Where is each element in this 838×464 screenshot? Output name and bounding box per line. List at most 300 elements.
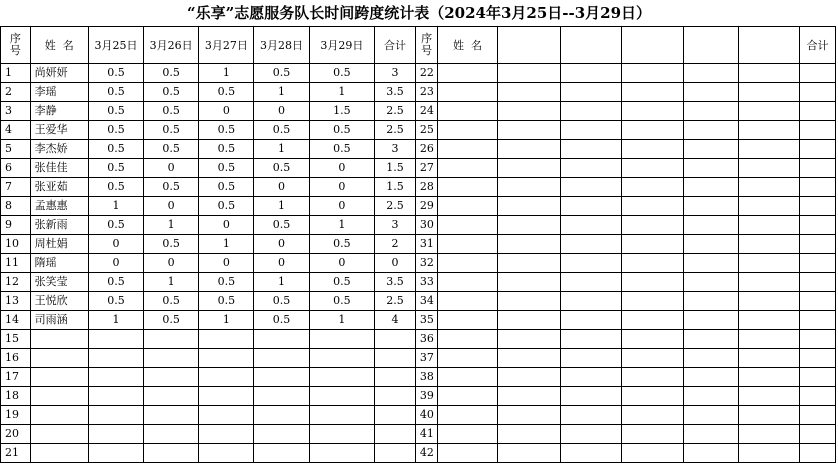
row-day-1[interactable] xyxy=(88,349,143,368)
empty-cell[interactable] xyxy=(561,387,622,406)
empty-cell[interactable] xyxy=(497,159,560,178)
row-number-2[interactable]: 29 xyxy=(415,197,437,216)
empty-cell[interactable] xyxy=(497,444,560,463)
row-day-2[interactable] xyxy=(144,368,199,387)
row-day-3[interactable]: 0.5 xyxy=(199,292,254,311)
empty-cell[interactable] xyxy=(800,140,836,159)
row-number-2[interactable]: 36 xyxy=(415,330,437,349)
empty-cell[interactable] xyxy=(497,178,560,197)
row-day-3[interactable]: 0.5 xyxy=(199,197,254,216)
row-total[interactable] xyxy=(375,406,416,425)
row-day-4[interactable] xyxy=(254,406,309,425)
empty-cell[interactable] xyxy=(497,349,560,368)
row-day-3[interactable]: 0.5 xyxy=(199,273,254,292)
row-day-5[interactable]: 0.5 xyxy=(309,235,374,254)
empty-cell[interactable] xyxy=(683,197,738,216)
row-name[interactable] xyxy=(30,387,88,406)
row-total[interactable]: 3.5 xyxy=(375,83,416,102)
empty-cell[interactable] xyxy=(683,349,738,368)
empty-cell[interactable] xyxy=(622,330,683,349)
row-number[interactable]: 13 xyxy=(1,292,31,311)
empty-cell[interactable] xyxy=(497,235,560,254)
row-day-5[interactable]: 0.5 xyxy=(309,121,374,140)
empty-cell[interactable] xyxy=(683,178,738,197)
row-total[interactable]: 2.5 xyxy=(375,121,416,140)
row-day-3[interactable] xyxy=(199,330,254,349)
row-day-1[interactable]: 0.5 xyxy=(88,64,143,83)
empty-cell[interactable] xyxy=(738,216,799,235)
row-number[interactable]: 3 xyxy=(1,102,31,121)
empty-cell[interactable] xyxy=(738,425,799,444)
empty-cell[interactable] xyxy=(622,178,683,197)
empty-cell[interactable] xyxy=(497,64,560,83)
row-day-2[interactable] xyxy=(144,387,199,406)
row-name[interactable]: 张新雨 xyxy=(30,216,88,235)
row-day-5[interactable]: 0 xyxy=(309,178,374,197)
empty-cell[interactable] xyxy=(683,235,738,254)
empty-cell[interactable] xyxy=(622,349,683,368)
row-day-3[interactable]: 0.5 xyxy=(199,159,254,178)
row-day-3[interactable]: 0.5 xyxy=(199,178,254,197)
empty-cell[interactable] xyxy=(438,140,497,159)
empty-cell[interactable] xyxy=(622,368,683,387)
row-total[interactable]: 2.5 xyxy=(375,102,416,121)
empty-cell[interactable] xyxy=(438,368,497,387)
row-number[interactable]: 4 xyxy=(1,121,31,140)
row-total[interactable]: 1.5 xyxy=(375,178,416,197)
row-day-5[interactable]: 0.5 xyxy=(309,64,374,83)
row-day-4[interactable] xyxy=(254,425,309,444)
row-day-3[interactable] xyxy=(199,406,254,425)
row-total[interactable] xyxy=(375,387,416,406)
empty-cell[interactable] xyxy=(438,235,497,254)
row-number-2[interactable]: 39 xyxy=(415,387,437,406)
row-number[interactable]: 19 xyxy=(1,406,31,425)
row-number-2[interactable]: 42 xyxy=(415,444,437,463)
row-number-2[interactable]: 27 xyxy=(415,159,437,178)
row-total[interactable]: 3.5 xyxy=(375,273,416,292)
row-number-2[interactable]: 30 xyxy=(415,216,437,235)
empty-cell[interactable] xyxy=(438,159,497,178)
empty-cell[interactable] xyxy=(622,311,683,330)
empty-cell[interactable] xyxy=(438,64,497,83)
empty-cell[interactable] xyxy=(800,444,836,463)
row-day-5[interactable] xyxy=(309,330,374,349)
empty-cell[interactable] xyxy=(738,83,799,102)
empty-cell[interactable] xyxy=(738,273,799,292)
empty-cell[interactable] xyxy=(497,273,560,292)
row-name[interactable]: 张佳佳 xyxy=(30,159,88,178)
empty-cell[interactable] xyxy=(800,311,836,330)
empty-cell[interactable] xyxy=(497,254,560,273)
row-number-2[interactable]: 32 xyxy=(415,254,437,273)
row-day-2[interactable]: 1 xyxy=(144,273,199,292)
row-name[interactable]: 张笑莹 xyxy=(30,273,88,292)
empty-cell[interactable] xyxy=(438,197,497,216)
empty-cell[interactable] xyxy=(497,197,560,216)
empty-cell[interactable] xyxy=(561,330,622,349)
row-number-2[interactable]: 23 xyxy=(415,83,437,102)
row-number-2[interactable]: 31 xyxy=(415,235,437,254)
empty-cell[interactable] xyxy=(497,425,560,444)
row-number-2[interactable]: 40 xyxy=(415,406,437,425)
empty-cell[interactable] xyxy=(497,121,560,140)
empty-cell[interactable] xyxy=(800,425,836,444)
row-name[interactable]: 孟惠惠 xyxy=(30,197,88,216)
empty-cell[interactable] xyxy=(800,121,836,140)
empty-cell[interactable] xyxy=(800,330,836,349)
row-day-5[interactable]: 0 xyxy=(309,197,374,216)
empty-cell[interactable] xyxy=(497,140,560,159)
empty-cell[interactable] xyxy=(561,197,622,216)
empty-cell[interactable] xyxy=(800,292,836,311)
empty-cell[interactable] xyxy=(561,159,622,178)
row-day-2[interactable] xyxy=(144,349,199,368)
row-day-5[interactable]: 0 xyxy=(309,254,374,273)
empty-cell[interactable] xyxy=(438,311,497,330)
empty-cell[interactable] xyxy=(683,121,738,140)
row-day-4[interactable] xyxy=(254,368,309,387)
row-day-1[interactable]: 0.5 xyxy=(88,121,143,140)
row-day-4[interactable]: 1 xyxy=(254,273,309,292)
row-number-2[interactable]: 26 xyxy=(415,140,437,159)
row-day-1[interactable]: 0 xyxy=(88,235,143,254)
row-day-5[interactable] xyxy=(309,387,374,406)
row-day-2[interactable]: 0.5 xyxy=(144,83,199,102)
row-day-3[interactable] xyxy=(199,444,254,463)
row-day-2[interactable]: 0.5 xyxy=(144,64,199,83)
row-name[interactable]: 司雨涵 xyxy=(30,311,88,330)
row-day-4[interactable]: 0.5 xyxy=(254,311,309,330)
row-day-2[interactable]: 0.5 xyxy=(144,292,199,311)
empty-cell[interactable] xyxy=(738,159,799,178)
empty-cell[interactable] xyxy=(438,292,497,311)
row-number[interactable]: 2 xyxy=(1,83,31,102)
empty-cell[interactable] xyxy=(438,254,497,273)
row-day-1[interactable]: 0 xyxy=(88,254,143,273)
row-name[interactable]: 张亚茹 xyxy=(30,178,88,197)
row-total[interactable]: 3 xyxy=(375,64,416,83)
empty-cell[interactable] xyxy=(800,159,836,178)
empty-cell[interactable] xyxy=(622,83,683,102)
row-name[interactable]: 李瑶 xyxy=(30,83,88,102)
row-day-1[interactable]: 0.5 xyxy=(88,83,143,102)
row-day-5[interactable] xyxy=(309,406,374,425)
row-day-1[interactable]: 0.5 xyxy=(88,140,143,159)
row-day-3[interactable]: 1 xyxy=(199,235,254,254)
empty-cell[interactable] xyxy=(800,387,836,406)
empty-cell[interactable] xyxy=(683,368,738,387)
empty-cell[interactable] xyxy=(561,216,622,235)
row-day-3[interactable]: 0.5 xyxy=(199,140,254,159)
empty-cell[interactable] xyxy=(738,444,799,463)
row-total[interactable]: 4 xyxy=(375,311,416,330)
row-day-5[interactable]: 1.5 xyxy=(309,102,374,121)
row-day-5[interactable]: 1 xyxy=(309,83,374,102)
empty-cell[interactable] xyxy=(738,102,799,121)
row-day-5[interactable] xyxy=(309,425,374,444)
row-number[interactable]: 7 xyxy=(1,178,31,197)
row-day-4[interactable] xyxy=(254,387,309,406)
row-day-4[interactable] xyxy=(254,330,309,349)
empty-cell[interactable] xyxy=(683,425,738,444)
empty-cell[interactable] xyxy=(622,273,683,292)
row-day-3[interactable]: 1 xyxy=(199,311,254,330)
empty-cell[interactable] xyxy=(561,64,622,83)
row-day-2[interactable] xyxy=(144,425,199,444)
empty-cell[interactable] xyxy=(438,102,497,121)
row-day-2[interactable]: 0.5 xyxy=(144,140,199,159)
row-day-3[interactable]: 0.5 xyxy=(199,83,254,102)
row-number[interactable]: 10 xyxy=(1,235,31,254)
empty-cell[interactable] xyxy=(800,368,836,387)
row-day-5[interactable]: 0.5 xyxy=(309,292,374,311)
row-day-1[interactable]: 0.5 xyxy=(88,178,143,197)
empty-cell[interactable] xyxy=(438,387,497,406)
row-day-3[interactable] xyxy=(199,349,254,368)
row-number-2[interactable]: 24 xyxy=(415,102,437,121)
row-day-3[interactable] xyxy=(199,368,254,387)
empty-cell[interactable] xyxy=(738,197,799,216)
empty-cell[interactable] xyxy=(683,254,738,273)
row-day-2[interactable]: 0.5 xyxy=(144,102,199,121)
row-day-1[interactable]: 0.5 xyxy=(88,273,143,292)
empty-cell[interactable] xyxy=(561,140,622,159)
empty-cell[interactable] xyxy=(800,349,836,368)
empty-cell[interactable] xyxy=(738,311,799,330)
row-number-2[interactable]: 38 xyxy=(415,368,437,387)
row-day-2[interactable]: 0.5 xyxy=(144,311,199,330)
row-name[interactable] xyxy=(30,330,88,349)
row-number-2[interactable]: 28 xyxy=(415,178,437,197)
row-total[interactable] xyxy=(375,425,416,444)
row-day-5[interactable]: 1 xyxy=(309,216,374,235)
row-day-3[interactable]: 0.5 xyxy=(199,121,254,140)
row-number[interactable]: 14 xyxy=(1,311,31,330)
row-day-1[interactable] xyxy=(88,425,143,444)
row-total[interactable]: 3 xyxy=(375,216,416,235)
row-number[interactable]: 11 xyxy=(1,254,31,273)
empty-cell[interactable] xyxy=(800,102,836,121)
row-total[interactable]: 1.5 xyxy=(375,159,416,178)
row-name[interactable]: 周杜娟 xyxy=(30,235,88,254)
row-day-4[interactable] xyxy=(254,444,309,463)
row-day-3[interactable]: 0 xyxy=(199,216,254,235)
empty-cell[interactable] xyxy=(438,216,497,235)
row-day-5[interactable]: 1 xyxy=(309,311,374,330)
empty-cell[interactable] xyxy=(738,387,799,406)
row-number-2[interactable]: 33 xyxy=(415,273,437,292)
row-total[interactable] xyxy=(375,349,416,368)
row-day-5[interactable]: 0.5 xyxy=(309,273,374,292)
empty-cell[interactable] xyxy=(683,216,738,235)
row-day-2[interactable]: 0.5 xyxy=(144,235,199,254)
empty-cell[interactable] xyxy=(683,83,738,102)
row-day-4[interactable]: 0.5 xyxy=(254,64,309,83)
empty-cell[interactable] xyxy=(800,254,836,273)
row-day-3[interactable]: 1 xyxy=(199,64,254,83)
row-day-1[interactable] xyxy=(88,387,143,406)
row-day-1[interactable]: 1 xyxy=(88,311,143,330)
row-day-1[interactable]: 1 xyxy=(88,197,143,216)
empty-cell[interactable] xyxy=(683,64,738,83)
empty-cell[interactable] xyxy=(800,178,836,197)
empty-cell[interactable] xyxy=(497,387,560,406)
empty-cell[interactable] xyxy=(738,235,799,254)
empty-cell[interactable] xyxy=(683,406,738,425)
empty-cell[interactable] xyxy=(683,330,738,349)
row-day-5[interactable]: 0 xyxy=(309,159,374,178)
row-name[interactable]: 李静 xyxy=(30,102,88,121)
row-name[interactable]: 李杰娇 xyxy=(30,140,88,159)
row-total[interactable]: 0 xyxy=(375,254,416,273)
empty-cell[interactable] xyxy=(497,83,560,102)
empty-cell[interactable] xyxy=(622,64,683,83)
empty-cell[interactable] xyxy=(497,292,560,311)
row-total[interactable]: 3 xyxy=(375,140,416,159)
empty-cell[interactable] xyxy=(497,368,560,387)
row-day-2[interactable]: 0 xyxy=(144,197,199,216)
empty-cell[interactable] xyxy=(622,140,683,159)
row-day-5[interactable] xyxy=(309,368,374,387)
row-day-4[interactable]: 1 xyxy=(254,83,309,102)
row-day-1[interactable]: 0.5 xyxy=(88,292,143,311)
row-number[interactable]: 17 xyxy=(1,368,31,387)
row-number-2[interactable]: 22 xyxy=(415,64,437,83)
row-day-3[interactable]: 0 xyxy=(199,254,254,273)
empty-cell[interactable] xyxy=(497,102,560,121)
empty-cell[interactable] xyxy=(683,273,738,292)
empty-cell[interactable] xyxy=(738,140,799,159)
row-name[interactable] xyxy=(30,406,88,425)
empty-cell[interactable] xyxy=(800,216,836,235)
empty-cell[interactable] xyxy=(738,178,799,197)
empty-cell[interactable] xyxy=(683,159,738,178)
empty-cell[interactable] xyxy=(800,64,836,83)
empty-cell[interactable] xyxy=(683,311,738,330)
row-day-4[interactable]: 0 xyxy=(254,178,309,197)
row-day-5[interactable] xyxy=(309,444,374,463)
row-day-4[interactable]: 0.5 xyxy=(254,159,309,178)
empty-cell[interactable] xyxy=(738,368,799,387)
row-number-2[interactable]: 34 xyxy=(415,292,437,311)
empty-cell[interactable] xyxy=(738,64,799,83)
empty-cell[interactable] xyxy=(561,292,622,311)
row-number[interactable]: 5 xyxy=(1,140,31,159)
empty-cell[interactable] xyxy=(561,349,622,368)
row-day-1[interactable]: 0.5 xyxy=(88,159,143,178)
empty-cell[interactable] xyxy=(438,425,497,444)
empty-cell[interactable] xyxy=(561,83,622,102)
row-name[interactable]: 隋瑶 xyxy=(30,254,88,273)
row-day-5[interactable] xyxy=(309,349,374,368)
empty-cell[interactable] xyxy=(561,444,622,463)
empty-cell[interactable] xyxy=(622,406,683,425)
row-name[interactable] xyxy=(30,349,88,368)
row-day-1[interactable] xyxy=(88,330,143,349)
empty-cell[interactable] xyxy=(622,387,683,406)
row-number[interactable]: 20 xyxy=(1,425,31,444)
row-day-5[interactable]: 0.5 xyxy=(309,140,374,159)
empty-cell[interactable] xyxy=(800,406,836,425)
row-day-3[interactable]: 0 xyxy=(199,102,254,121)
empty-cell[interactable] xyxy=(438,178,497,197)
empty-cell[interactable] xyxy=(622,254,683,273)
empty-cell[interactable] xyxy=(561,368,622,387)
empty-cell[interactable] xyxy=(497,330,560,349)
empty-cell[interactable] xyxy=(683,387,738,406)
empty-cell[interactable] xyxy=(561,311,622,330)
empty-cell[interactable] xyxy=(622,197,683,216)
row-total[interactable]: 2.5 xyxy=(375,197,416,216)
row-number-2[interactable]: 25 xyxy=(415,121,437,140)
row-name[interactable] xyxy=(30,444,88,463)
empty-cell[interactable] xyxy=(738,330,799,349)
empty-cell[interactable] xyxy=(497,216,560,235)
row-day-1[interactable] xyxy=(88,406,143,425)
empty-cell[interactable] xyxy=(622,216,683,235)
row-day-2[interactable] xyxy=(144,444,199,463)
row-total[interactable] xyxy=(375,368,416,387)
row-day-3[interactable] xyxy=(199,425,254,444)
row-day-4[interactable]: 0.5 xyxy=(254,216,309,235)
row-day-1[interactable]: 0.5 xyxy=(88,216,143,235)
empty-cell[interactable] xyxy=(561,406,622,425)
empty-cell[interactable] xyxy=(438,330,497,349)
row-number-2[interactable]: 37 xyxy=(415,349,437,368)
empty-cell[interactable] xyxy=(561,102,622,121)
empty-cell[interactable] xyxy=(497,311,560,330)
row-day-2[interactable]: 0 xyxy=(144,254,199,273)
row-number[interactable]: 21 xyxy=(1,444,31,463)
empty-cell[interactable] xyxy=(683,140,738,159)
empty-cell[interactable] xyxy=(800,197,836,216)
row-name[interactable]: 王悦欣 xyxy=(30,292,88,311)
row-number[interactable]: 15 xyxy=(1,330,31,349)
row-number[interactable]: 8 xyxy=(1,197,31,216)
row-number[interactable]: 18 xyxy=(1,387,31,406)
empty-cell[interactable] xyxy=(622,235,683,254)
row-total[interactable] xyxy=(375,330,416,349)
empty-cell[interactable] xyxy=(561,425,622,444)
empty-cell[interactable] xyxy=(438,121,497,140)
empty-cell[interactable] xyxy=(738,254,799,273)
empty-cell[interactable] xyxy=(622,292,683,311)
row-name[interactable]: 王爱华 xyxy=(30,121,88,140)
empty-cell[interactable] xyxy=(561,273,622,292)
empty-cell[interactable] xyxy=(561,178,622,197)
row-name[interactable] xyxy=(30,425,88,444)
row-day-4[interactable]: 0.5 xyxy=(254,292,309,311)
row-day-4[interactable] xyxy=(254,349,309,368)
row-day-2[interactable] xyxy=(144,330,199,349)
row-total[interactable]: 2.5 xyxy=(375,292,416,311)
row-day-2[interactable] xyxy=(144,406,199,425)
row-day-3[interactable] xyxy=(199,387,254,406)
row-day-1[interactable]: 0.5 xyxy=(88,102,143,121)
empty-cell[interactable] xyxy=(738,406,799,425)
empty-cell[interactable] xyxy=(622,444,683,463)
empty-cell[interactable] xyxy=(561,254,622,273)
row-day-2[interactable]: 0.5 xyxy=(144,178,199,197)
row-number-2[interactable]: 35 xyxy=(415,311,437,330)
row-day-4[interactable]: 0 xyxy=(254,254,309,273)
row-day-1[interactable] xyxy=(88,444,143,463)
row-total[interactable] xyxy=(375,444,416,463)
empty-cell[interactable] xyxy=(438,406,497,425)
row-day-2[interactable]: 0.5 xyxy=(144,121,199,140)
row-day-2[interactable]: 0 xyxy=(144,159,199,178)
